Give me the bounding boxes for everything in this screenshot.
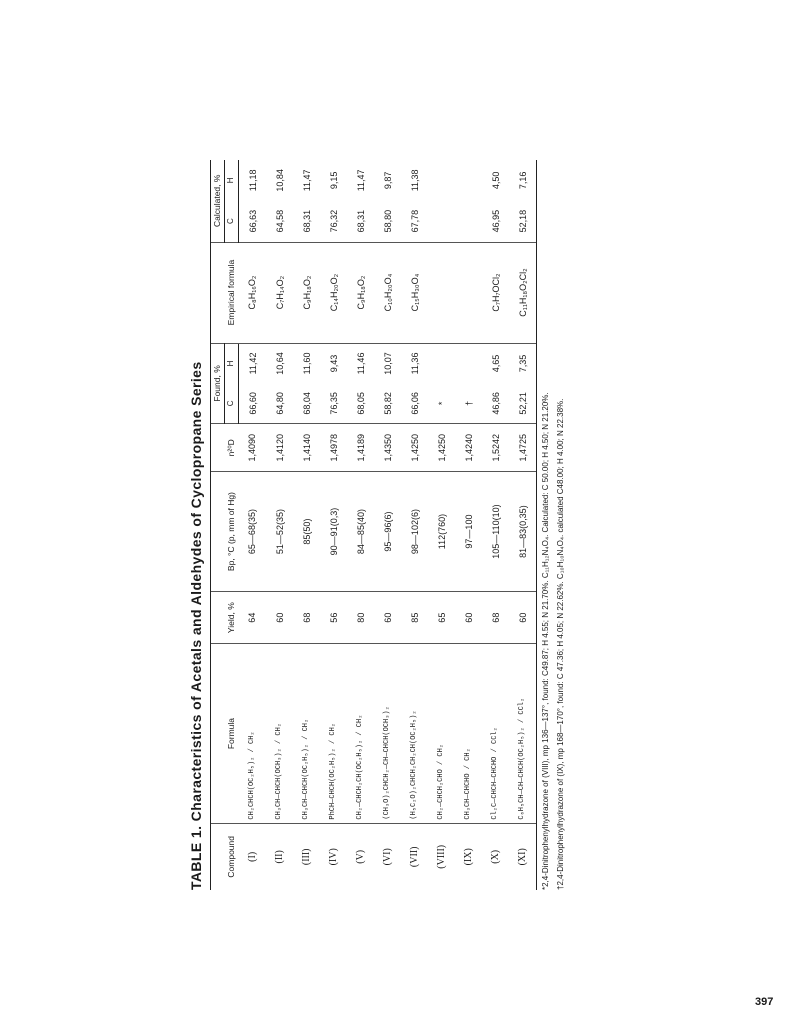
header-empirical: Empirical formula [211,242,239,343]
table-row [320,160,347,890]
calc-h-cell: 11,18 [247,169,258,192]
header-found-c: C [225,383,239,423]
yield-cell: 68 [293,591,320,644]
bp-cell: 105—110(10) [482,472,509,592]
found-h-cell: 10,64 [274,352,285,375]
footnote-2: †2,4-Dinitrophenylhydrazone of (IX), mp 168—170°, found: C 47.36; H 4.05; N 22.62%. C₁₀H₁₀N₄O₄. calculated C48.00; H 4.00; N 22.38%. [555,398,565,890]
refractive-index-cell: 1,4978 [320,424,347,472]
bp-cell: 90—91(0,3) [320,472,347,592]
table-row [509,160,537,890]
table-row [347,160,374,890]
table-row [239,160,267,890]
formula-cell: CH₂—CHCH₂CHO / CH₂ [428,644,455,823]
compound-cell: (IV) [328,848,340,866]
yield-cell: 60 [455,591,482,644]
compound-cell: (IX) [463,848,475,866]
empirical-formula-cell: C₁₅H₃₀O₄ [401,242,428,343]
empirical-formula-cell: C₁₄H₂₀O₂ [320,242,347,343]
calc-c-cell: 67,78 [401,201,428,242]
calc-c-cell: 58,80 [374,201,401,242]
found-c-cell: † [455,383,482,423]
bp-cell: 51—52(35) [266,472,293,592]
yield-cell: 80 [347,591,374,644]
header-calculated: Calculated, % [211,160,225,242]
empirical-formula-cell: C₉H₁₈O₂ [293,242,320,343]
empirical-formula-cell: C₈H₁₆O₂ [239,242,267,343]
footnote-1: *2,4-Dinitrophenylhydrazone of (VIII), mp 136—137°, found: C49.87; H 4.55; N 21.70%. C₁₁H₁₂N₄O₄. Calculated: C 50.00; H 4.50; N 21.20%. [541,392,551,890]
table-row [266,160,293,890]
empirical-formula-cell: C₇H₇OCl₂ [482,242,509,343]
calc-h-cell: 10,84 [274,169,285,192]
formula-cell: CH₃CH—CHCH(OCH₃)₂ / CH₂ [266,644,293,823]
refractive-index-cell: 1,4140 [293,424,320,472]
found-h-cell [455,343,482,383]
found-h-cell: 11,46 [355,352,366,375]
calc-h-cell [455,160,482,201]
found-h-cell: 11,60 [301,352,312,375]
table-row [374,160,401,890]
found-c-cell: 64,80 [266,383,293,423]
yield-cell: 60 [374,591,401,644]
compound-cell: (VI) [382,848,394,866]
bp-cell: 85(50) [293,472,320,592]
calc-c-cell: 68,31 [293,201,320,242]
refractive-index-cell: 1,5242 [482,424,509,472]
bp-cell: 97—100 [455,472,482,592]
bp-cell: 98—102(6) [401,472,428,592]
refractive-index-cell: 1,4250 [401,424,428,472]
calc-h-cell: 11,47 [301,169,312,192]
refractive-index-cell: 1,4120 [266,424,293,472]
calc-h-cell: 7,16 [509,160,537,201]
found-h-cell: 9,43 [328,354,339,373]
calc-h-cell: 4,50 [490,171,501,190]
found-h-cell: 10,07 [382,352,393,375]
calc-h-cell [428,160,455,201]
empirical-formula-cell: C₁₁H₁₈O₂Cl₂ [509,242,537,343]
calc-h-cell: 9,15 [328,171,339,190]
compound-cell: (V) [355,849,367,864]
calc-h-cell: 11,47 [355,169,366,192]
found-h-cell: 11,42 [247,352,258,375]
header-yield: Yield, % [211,591,239,644]
found-c-cell: 46,86 [482,383,509,423]
empirical-formula-cell [455,242,482,343]
compound-cell: (X) [490,849,502,864]
formula-cell: CH₂—CHCH₂CH(OC₂H₅)₂ / CH₂ [347,644,374,823]
formula-cell: CH₂CHCH(OC₂H₅)₂ / CH₂ [239,644,267,823]
bp-cell: 81—83(0,35) [509,472,537,592]
calc-c-cell: 64,58 [266,201,293,242]
found-h-cell: 7,35 [509,343,537,383]
found-c-cell: * [428,383,455,423]
table-row [293,160,320,890]
formula-cell: (H₅C₂O)₂CHCH₂CH₂CH(OC₂H₅)₂ [401,644,428,823]
bp-cell: 112(760) [428,472,455,592]
empirical-formula-cell: C₁₀H₂₀O₄ [374,242,401,343]
formula-cell: CH₃CH—CHCHO / CH₂ [455,644,482,823]
refractive-index-cell: 1,4725 [509,424,537,472]
formula-cell: (CH₃O)₂CHCH₂—CH—CHCH(OCH₃)₂ [374,644,401,823]
compound-cell: (VIII) [436,844,448,869]
formula-cell: PhCH—CHCH(OC₂H₅)₂ / CH₂ [320,644,347,823]
formula-cell: C₆H₅CH—CH—CHCH(OC₂H₅)₂ / CCl₂ [509,644,537,823]
refractive-index-cell: 1,4240 [455,424,482,472]
table-row [482,160,509,890]
calc-c-cell: 68,31 [347,201,374,242]
calc-h-cell: 11,38 [409,169,420,192]
header-found: Found, % [211,343,225,424]
found-c-cell: 66,60 [239,383,267,423]
compound-cell: (III) [301,848,313,866]
formula-cell: CH₃CH—CHCH(OC₂H₅)₂ / CH₂ [293,644,320,823]
empirical-formula-cell: C₉H₁₈O₂ [347,242,374,343]
table-title: TABLE 1. Characteristics of Acetals and Aldehydes of Cyclopropane Series [188,361,204,890]
calc-c-cell: 46,95 [482,201,509,242]
found-h-cell [428,343,455,383]
found-c-cell: 76,35 [320,383,347,423]
yield-cell: 56 [320,591,347,644]
yield-cell: 64 [239,591,267,644]
calc-c-cell: 52,18 [509,201,537,242]
found-h-cell: 4,65 [490,354,501,373]
found-c-cell: 68,04 [293,383,320,423]
bp-cell: 84—85(40) [347,472,374,592]
found-c-cell: 52,21 [509,383,537,423]
formula-cell: Cl₂C—CHCH—CHCHO / CCl₂ [482,644,509,823]
yield-cell: 68 [482,591,509,644]
calc-c-cell [428,201,455,242]
table-row [428,160,455,890]
calc-h-cell: 9,87 [382,171,393,190]
yield-cell: 65 [428,591,455,644]
header-nd: n²⁰D [211,424,239,472]
found-h-cell: 11,36 [409,352,420,375]
found-c-cell: 58,82 [374,383,401,423]
page-number: 397 [755,996,774,1008]
found-c-cell: 68,05 [347,383,374,423]
table-row [455,160,482,890]
bp-cell: 95—96(6) [374,472,401,592]
header-bp: Bp, °C (p, mm of Hg) [211,472,239,592]
refractive-index-cell: 1,4250 [428,424,455,472]
compound-cell: (XI) [509,823,537,890]
calc-c-cell: 76,32 [320,201,347,242]
bp-cell: 65—68(35) [239,472,267,592]
header-calc-h: H [225,160,239,201]
compound-cell: (I) [246,851,258,862]
header-formula: Formula [211,644,239,823]
compound-cell: (II) [274,850,286,864]
data-table [210,160,537,890]
refractive-index-cell: 1,4090 [239,424,267,472]
header-compound: Compound [211,823,239,890]
yield-cell: 60 [266,591,293,644]
header-calc-c: C [225,201,239,242]
empirical-formula-cell: C₇H₁₄O₂ [266,242,293,343]
rotated-table-block [188,160,618,890]
found-c-cell: 66,06 [401,383,428,423]
table-row [401,160,428,890]
calc-c-cell: 66,63 [239,201,267,242]
header-found-h: H [225,343,239,383]
refractive-index-cell: 1,4189 [347,424,374,472]
compound-cell: (VII) [409,846,421,868]
yield-cell: 60 [509,591,537,644]
yield-cell: 85 [401,591,428,644]
empirical-formula-cell [428,242,455,343]
table-body [239,160,537,890]
refractive-index-cell: 1,4350 [374,424,401,472]
calc-c-cell [455,201,482,242]
